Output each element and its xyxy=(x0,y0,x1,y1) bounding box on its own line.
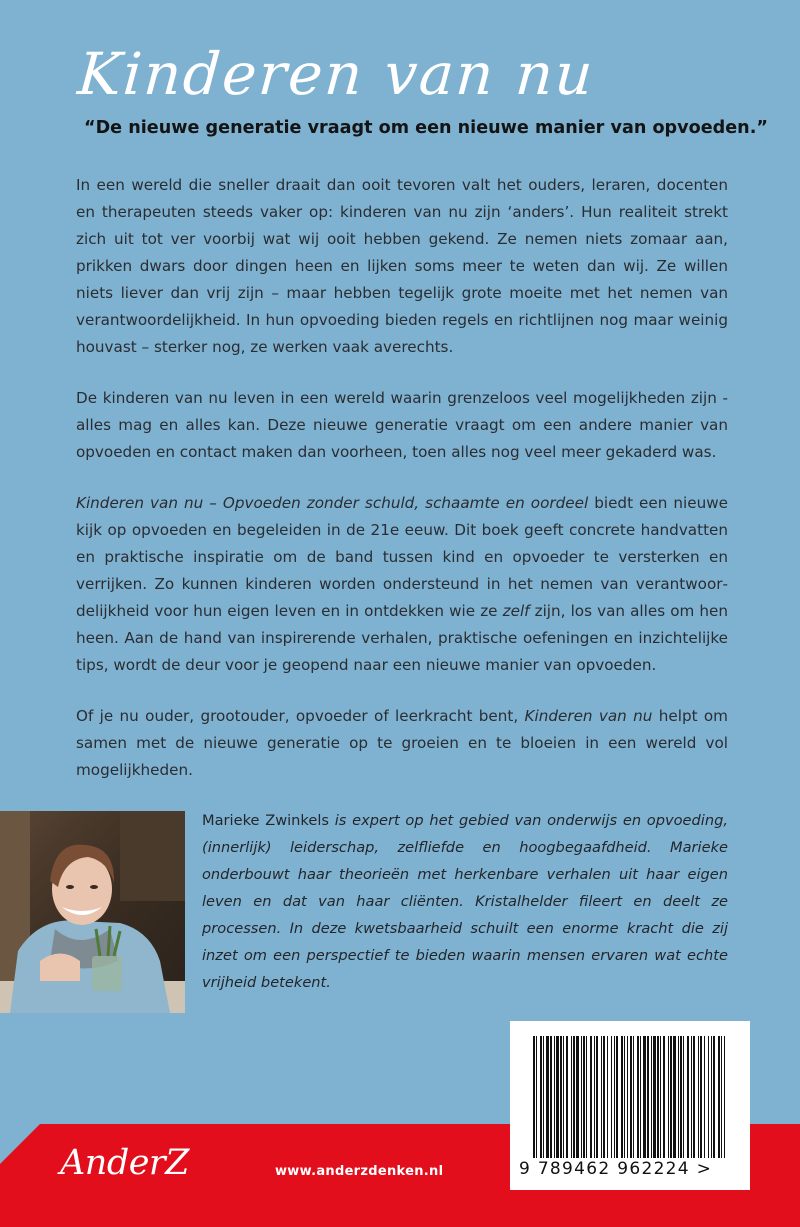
barcode-bar xyxy=(581,1036,582,1158)
barcode-bar xyxy=(616,1036,618,1158)
barcode-bar xyxy=(721,1036,722,1158)
barcode-bar xyxy=(663,1036,665,1158)
barcode-bar xyxy=(643,1036,646,1158)
blurb-paragraph-3-text-b: zijn, los van alles om hen heen. Aan de hand van inspirerende verhalen, praktische oefeningen en inzichtelijke tips, wordt de deur voor je geopend naar een nieuwe manier van opvoeden. xyxy=(76,602,728,674)
barcode-bar xyxy=(633,1036,634,1158)
blurb-paragraph-4 xyxy=(76,703,728,784)
barcode-bar xyxy=(711,1036,712,1158)
author-bio-text: is expert op het gebied van onderwijs en opvoeding, (innerlijk) leiderschap, zelfliefde en hoogbegaafdheid. Marieke onderbouwt haar theorieën met herkenbare verhalen uit haar eigen leven en dat van haar cliënten. Kristalhelder fileert en deelt ze processen. In deze kwetsbaarheid schuilt een enorme kracht die zij inzet om een perspectief te bieden waarin mensen ervaren wat echte vrijheid betekent. xyxy=(202,812,729,991)
barcode-bar xyxy=(640,1036,641,1158)
barcode-bars xyxy=(533,1036,729,1158)
barcode-bar xyxy=(590,1036,592,1158)
author-photo xyxy=(0,811,185,1013)
isbn-digits: 9 789462 962224 > xyxy=(519,1159,713,1179)
emphasis-zelf: zelf xyxy=(502,602,530,620)
barcode-bar xyxy=(607,1036,608,1158)
barcode-bar xyxy=(651,1036,652,1158)
barcode-bar xyxy=(637,1036,639,1158)
barcode-bar xyxy=(630,1036,632,1158)
barcode-bar xyxy=(673,1036,676,1158)
barcode-bar xyxy=(708,1036,709,1158)
barcode-bar xyxy=(573,1036,575,1158)
barcode-bar xyxy=(611,1036,612,1158)
isbn-barcode xyxy=(510,1021,750,1190)
barcode-bar xyxy=(627,1036,628,1158)
barcode-bar xyxy=(576,1036,579,1158)
barcode-bar xyxy=(550,1036,552,1158)
barcode-bar xyxy=(680,1036,682,1158)
barcode-bar xyxy=(586,1036,587,1158)
barcode-bar xyxy=(556,1036,559,1158)
barcode-bar xyxy=(601,1036,602,1158)
barcode-bar xyxy=(536,1036,537,1158)
author-bio xyxy=(202,807,728,996)
publisher-url: www.anderzdenken.nl xyxy=(275,1164,444,1179)
barcode-bar xyxy=(718,1036,720,1158)
barcode-bar xyxy=(540,1036,542,1158)
barcode-bar xyxy=(678,1036,679,1158)
barcode-bar xyxy=(647,1036,649,1158)
blurb-paragraph-4-text-b: helpt om samen met de nieuwe generatie op te groeien en te bloeien in een wereld vol mogelijkheden. xyxy=(76,707,728,779)
publisher-logo: AnderZ xyxy=(60,1143,189,1183)
barcode-bar xyxy=(533,1036,535,1158)
barcode-bar xyxy=(700,1036,702,1158)
barcode-bar xyxy=(546,1036,549,1158)
barcode-bar xyxy=(683,1036,684,1158)
barcode-bar xyxy=(668,1036,669,1158)
barcode-bar xyxy=(543,1036,544,1158)
barcode-bar xyxy=(657,1036,659,1158)
barcode-bar xyxy=(614,1036,615,1158)
barcode-bar xyxy=(687,1036,689,1158)
barcode-bar xyxy=(660,1036,661,1158)
barcode-bar xyxy=(596,1036,598,1158)
barcode-bar xyxy=(594,1036,595,1158)
barcode-bar xyxy=(624,1036,625,1158)
barcode-bar xyxy=(724,1036,725,1158)
book-title: Kinderen van nu xyxy=(75,40,597,108)
author-portrait-illustration xyxy=(0,811,185,1013)
barcode-bar xyxy=(571,1036,572,1158)
barcode-bar xyxy=(583,1036,585,1158)
blurb-paragraph-1: In een wereld die sneller draait dan ooit tevoren valt het ouders, leraren, docenten en therapeuten steeds vaker op: kinderen van nu zijn ‘anders’. Hun realiteit strekt zich uit tot ver voorbij wat wij ooit hebben gekend. Ze nemen niets zomaar aan, prikken dwars door dingen heen en lijken soms meer te weten dan wij. Ze willen niets liever dan vrij zijn – maar hebben tegelijk grote moeite met het nemen van verantwoordelijkheid. In hun opvoeding bieden regels en richtlijnen nog maar weinig houvast – sterker nog, ze werken vaak averechts. xyxy=(76,176,728,356)
barcode-bar xyxy=(653,1036,656,1158)
barcode-bar xyxy=(670,1036,672,1158)
barcode-bar xyxy=(560,1036,562,1158)
barcode-bar xyxy=(704,1036,705,1158)
tagline-quote: “De nieuwe generatie vraagt om een nieuwe manier van opvoeden.” xyxy=(84,118,768,138)
barcode-bar xyxy=(563,1036,564,1158)
barcode-bar xyxy=(698,1036,699,1158)
blurb-paragraph-3 xyxy=(76,490,728,679)
blurb-paragraph-4-text-a: Of je nu ouder, grootouder, opvoeder of leerkracht bent, xyxy=(76,707,525,725)
author-name: Marieke Zwinkels xyxy=(202,812,330,829)
barcode-bar xyxy=(603,1036,605,1158)
blurb-paragraph-3-text-a: biedt een nieuwe kijk op opvoeden en begeleiden in de 21e eeuw. Dit boek geeft concrete handvatten en praktische inspiratie om de band tussen kind en opvoeder te versterken en verrijken. Zo kunnen kinderen worden ondersteund in het nemen van verantwoordelijkheid voor hun eigen leven en in ontdekken wie ze xyxy=(76,494,728,620)
book-subtitle-reference: Kinderen van nu – Opvoeden zonder schuld, schaamte en oordeel xyxy=(76,494,589,512)
barcode-bar xyxy=(691,1036,692,1158)
barcode-bar xyxy=(713,1036,715,1158)
barcode-bar xyxy=(621,1036,623,1158)
blurb-paragraph-2: De kinderen van nu leven in een wereld waarin grenzeloos veel mogelijkheden zijn - alles mag en alles kan. Deze nieuwe generatie vraagt om een andere manier van opvoeden en contact maken dan voorheen, toen alles nog veel meer gekaderd was. xyxy=(76,389,728,461)
back-cover-blurb xyxy=(76,172,728,784)
book-title-reference: Kinderen van nu xyxy=(524,707,653,725)
barcode-bar xyxy=(554,1036,555,1158)
barcode-bar xyxy=(566,1036,568,1158)
barcode-bar xyxy=(693,1036,695,1158)
